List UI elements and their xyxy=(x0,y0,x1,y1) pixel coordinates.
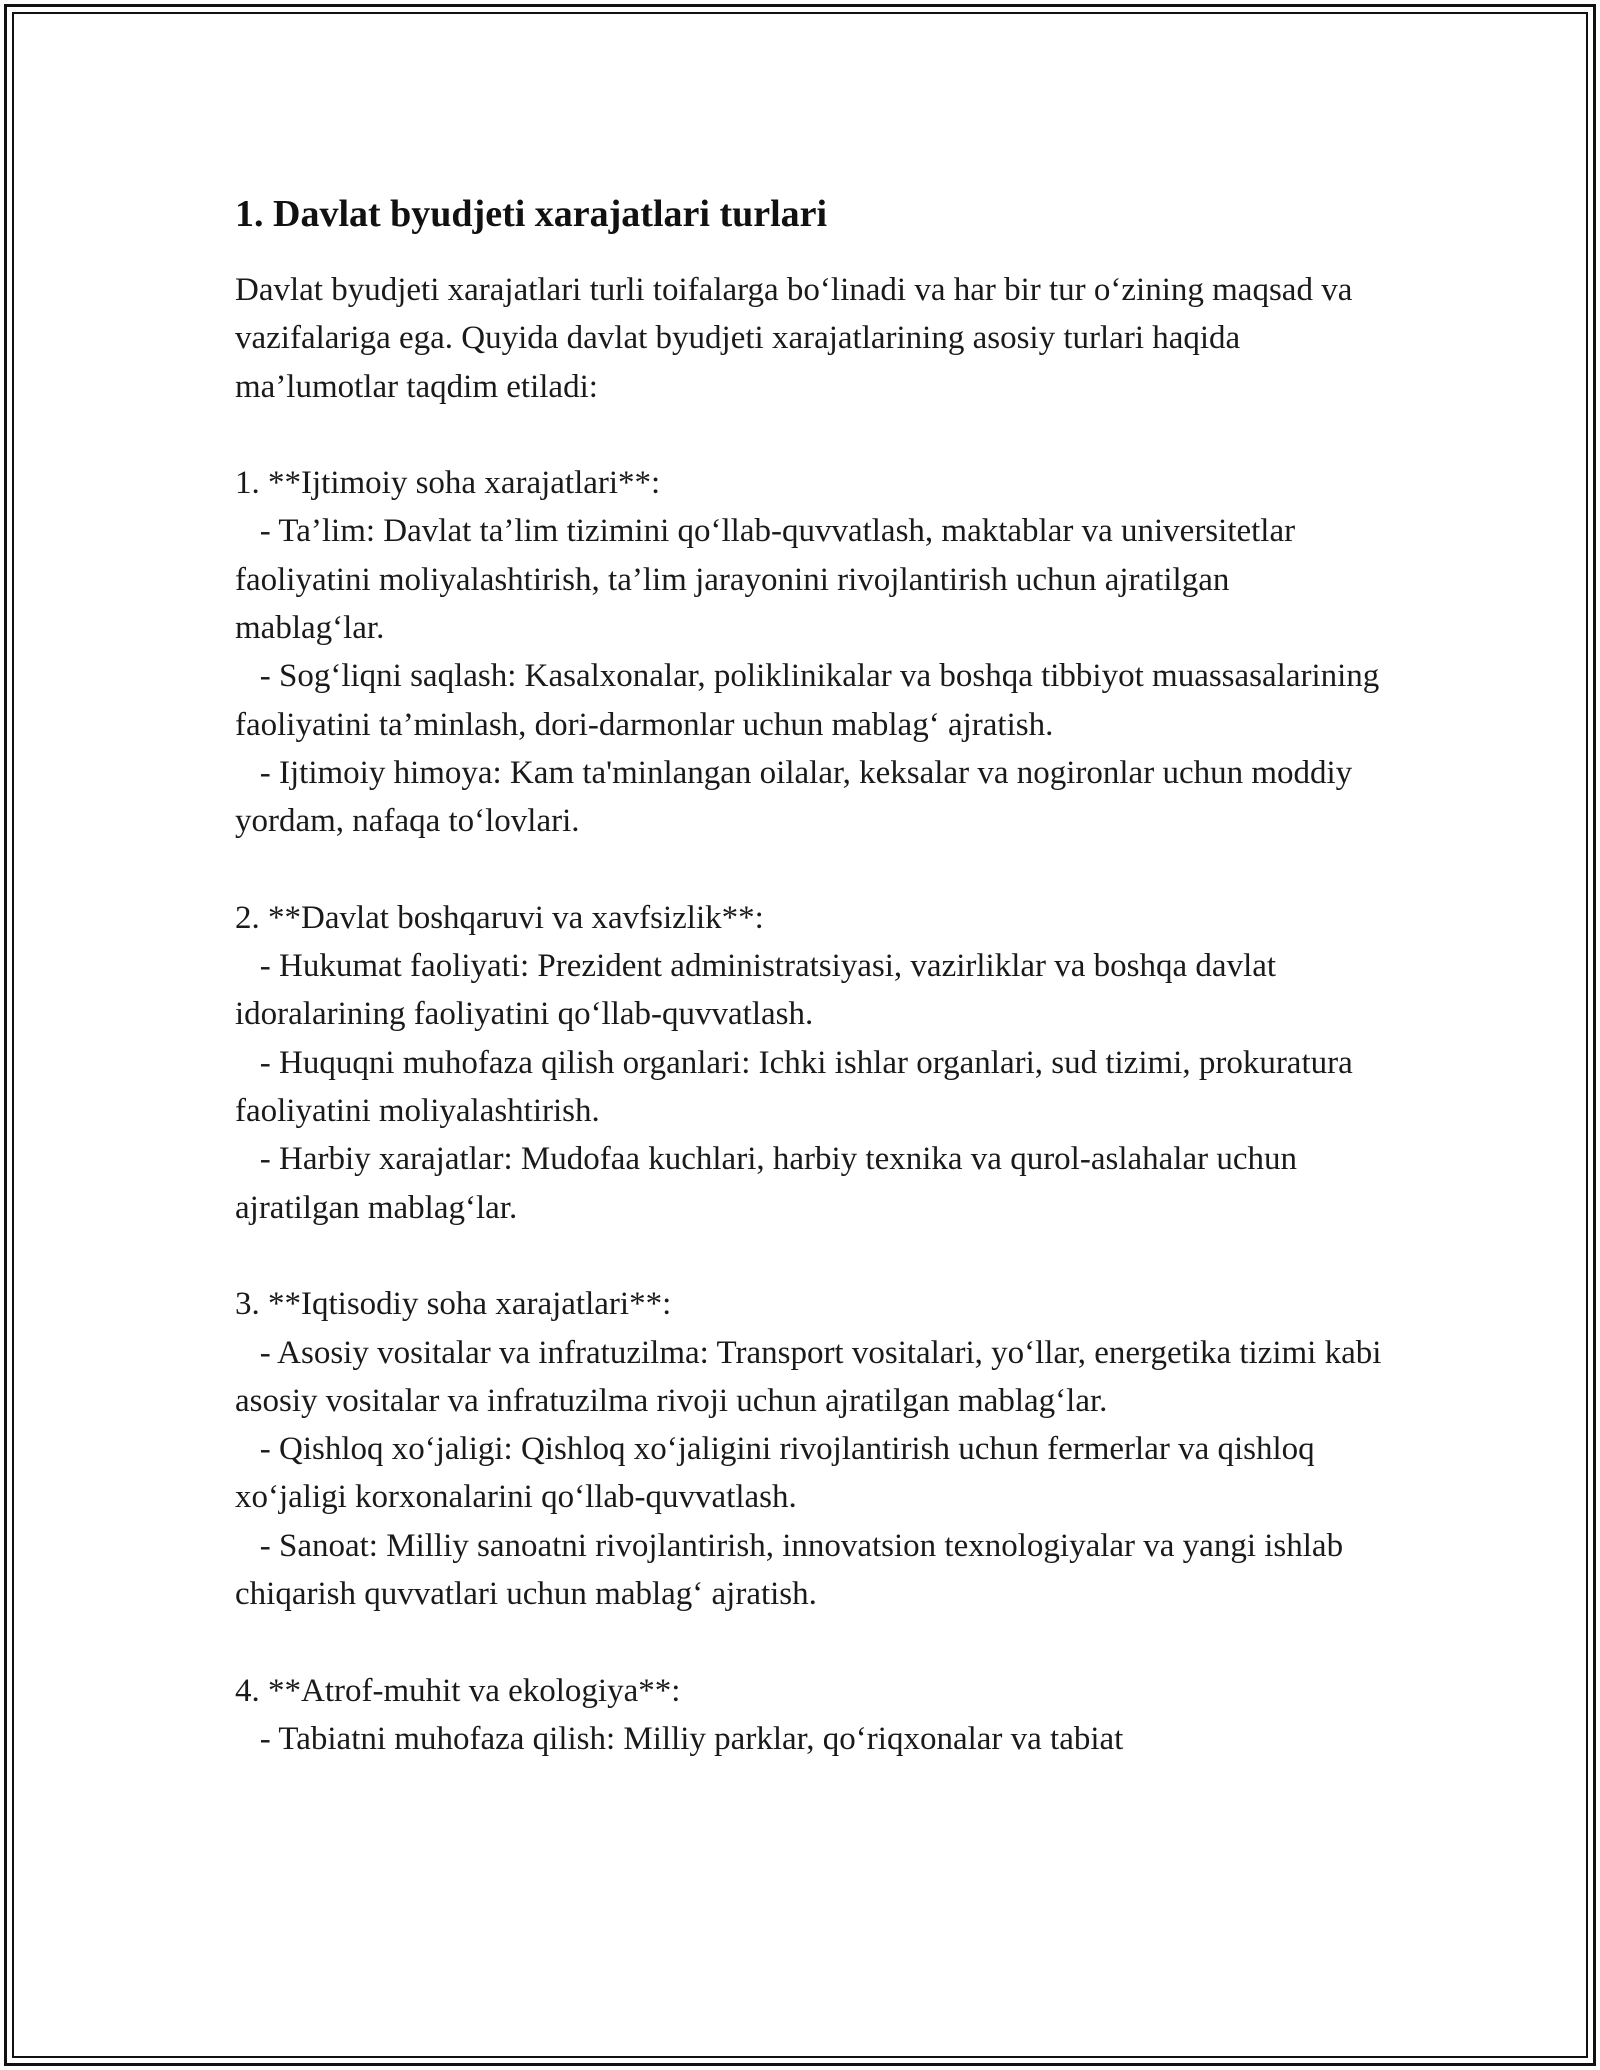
section-title: 1. **Ijtimoiy soha xarajatlari**: xyxy=(235,465,661,502)
section-heading: 1. Davlat byudjeti xarajatlari turlari xyxy=(235,193,828,235)
section-title: 3. **Iqtisodiy soha xarajatlari**: xyxy=(235,1286,672,1323)
list-item: - Sanoat: Milliy sanoatni rivojlantirish, innovatsion texnologiyalar va yangi ishlab chiqarish quvvatlari uchun mablag‘ ajratish. xyxy=(235,1527,1352,1613)
list-item: - Harbiy xarajatlar: Mudofaa kuchlari, harbiy texnika va qurol-aslahalar uchun ajratilgan mablag‘lar. xyxy=(235,1141,1306,1226)
section-3 xyxy=(235,1280,1390,1618)
section-title: 4. **Atrof-muhit va ekologiya**: xyxy=(235,1672,681,1709)
list-item: - Ta’lim: Davlat ta’lim tizimini qo‘llab-quvvatlash, maktablar va universitetlar faoliyatini moliyalashtirish, ta’lim jarayonini rivojlantirish uchun ajratilgan mablag‘lar. xyxy=(235,513,1304,647)
spacer xyxy=(235,1232,1385,1280)
document-body xyxy=(235,190,1390,1763)
spacer xyxy=(235,411,1385,459)
section-2 xyxy=(235,894,1385,1232)
list-item: - Huquqni muhofaza qilish organlari: Ichki ishlar organlari, sud tizimi, prokuratura faoliyatini moliyalashtirish. xyxy=(235,1044,1362,1130)
list-item: - Tabiatni muhofaza qilish: Milliy parklar, qo‘riqxonalar va tabiat xyxy=(235,1720,1124,1757)
list-item: - Ijtimoiy himoya: Kam ta'minlangan oilalar, keksalar va nogironlar uchun moddiy yordam, nafaqa to‘lovlari. xyxy=(235,754,1361,840)
list-item: - Sog‘liqni saqlash: Kasalxonalar, poliklinikalar va boshqa tibbiyot muassasalarining faoliyatini ta’minlash, dori-darmonlar uchun mablag‘ ajratish. xyxy=(235,658,1388,743)
section-title: 2. **Davlat boshqaruvi va xavfsizlik**: xyxy=(235,899,764,936)
spacer xyxy=(235,1618,1385,1666)
list-item: - Asosiy vositalar va infratuzilma: Transport vositalari, yo‘llar, energetika tizimi kabi asosiy vositalar va infratuzilma rivoji uchun ajratilgan mablag‘lar. xyxy=(235,1334,1390,1419)
intro-paragraph: Davlat byudjeti xarajatlari turli toifalarga bo‘linadi va har bir tur o‘zining maqsad va vazifalariga ega. Quyida davlat byudjeti xarajatlarining asosiy turlari haqida ma’lumotlar taqdim etiladi: xyxy=(235,272,1361,405)
spacer xyxy=(235,846,1385,894)
list-item: - Qishloq xo‘jaligi: Qishloq xo‘jaligini rivojlantirish uchun fermerlar va qishloq xo‘jaligi korxonalarini qo‘llab-quvvatlash. xyxy=(235,1431,1323,1516)
section-1 xyxy=(235,459,1388,845)
section-4 xyxy=(235,1667,1385,1764)
list-item: - Hukumat faoliyati: Prezident administratsiyasi, vazirliklar va boshqa davlat idoralarining faoliyatini qo‘llab-quvvatlash. xyxy=(235,948,1285,1033)
